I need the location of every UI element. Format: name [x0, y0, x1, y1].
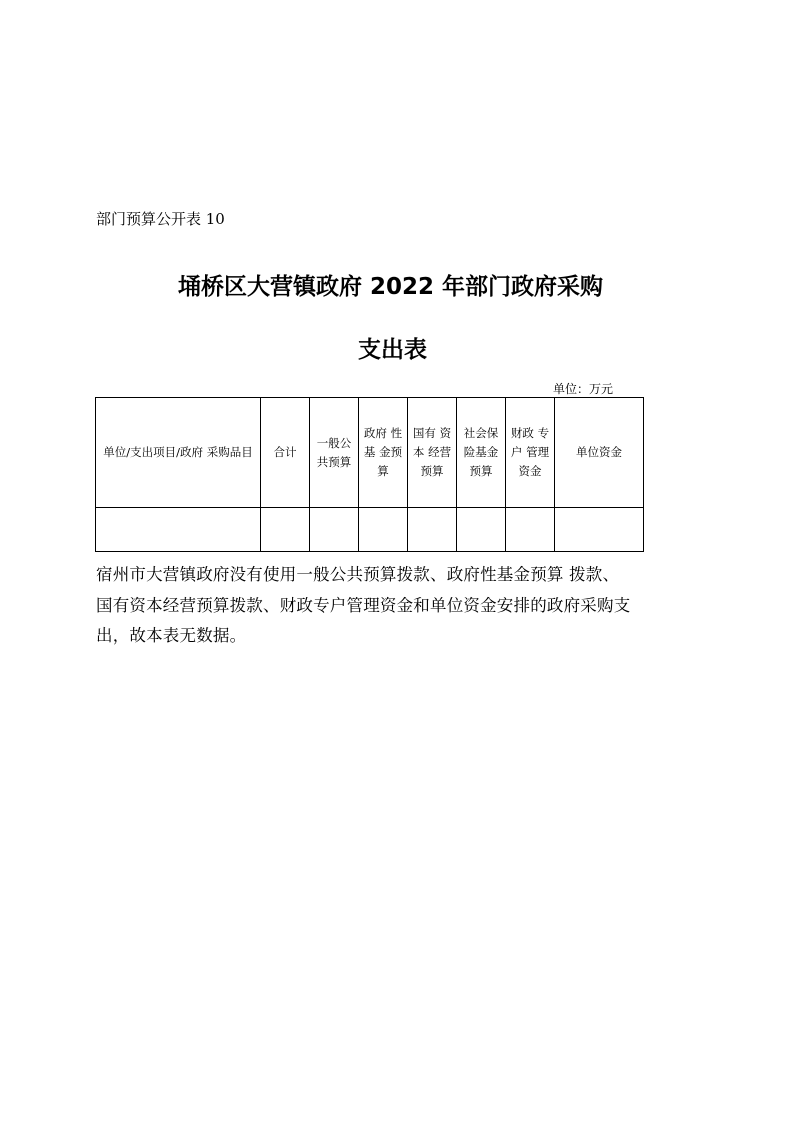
table-number-label: 部门预算公开表 10: [96, 210, 225, 228]
table-row: [96, 508, 644, 552]
table-cell: [506, 508, 555, 552]
header-cell-special-account: 财政 专户 管理资金: [506, 398, 555, 508]
table-cell: [359, 508, 408, 552]
header-cell-general-budget: 一般公共预算: [310, 398, 359, 508]
table-cell: [555, 508, 644, 552]
table-cell: [261, 508, 310, 552]
header-cell-unit-funds: 单位资金: [555, 398, 644, 508]
table-cell: [96, 508, 261, 552]
header-cell-total: 合计: [261, 398, 310, 508]
header-cell-item: 单位/支出项目/政府 采购品目: [96, 398, 261, 508]
header-cell-social-insurance: 社会保险基金预算: [457, 398, 506, 508]
table-header-row: [96, 398, 644, 508]
unit-label: 单位：万元: [553, 382, 614, 396]
note-line: 国有资本经营预算拨款、财政专户管理资金和单位资金安排的政府采购支: [96, 595, 631, 615]
page-title-line-2: 支出表: [358, 337, 427, 363]
expenditure-table: [95, 397, 644, 552]
table-cell: [408, 508, 457, 552]
note-paragraph: [96, 560, 696, 652]
table-cell: [457, 508, 506, 552]
note-line: 出，故本表无数据。: [96, 626, 247, 645]
page-title-line-1: 埇桥区大营镇政府 2022 年部门政府采购: [177, 274, 604, 300]
note-line: 宿州市大营镇政府没有使用一般公共预算拨款、政府性基金预算 拨款、: [96, 565, 620, 584]
header-cell-state-capital: 国有 资本 经营预算: [408, 398, 457, 508]
header-cell-gov-fund: 政府 性基 金预算: [359, 398, 408, 508]
table-cell: [310, 508, 359, 552]
